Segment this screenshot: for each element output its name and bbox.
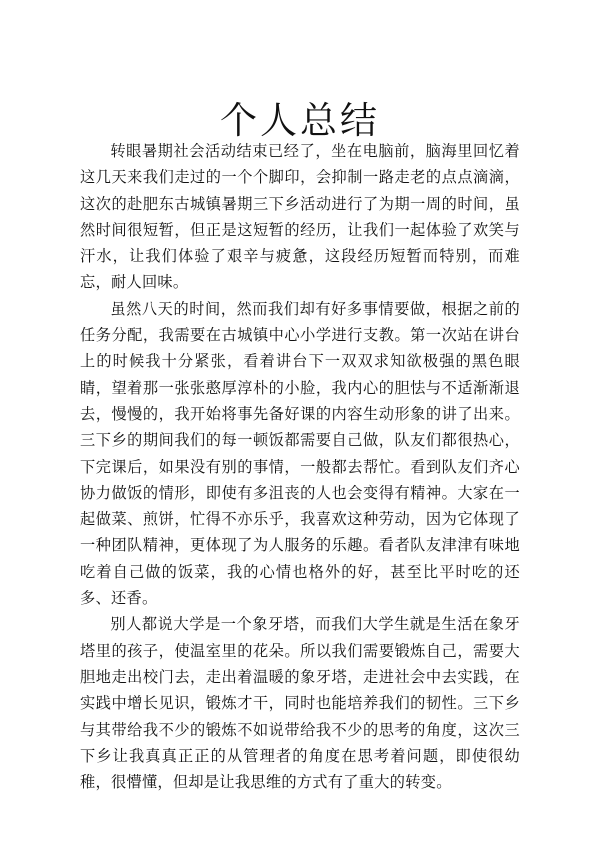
document-title: 个人总结 xyxy=(220,98,380,142)
document-body xyxy=(80,138,520,795)
paragraph: 别人都说大学是一个象牙塔，而我们大学生就是生活在象牙塔里的孩子，使温室里的花朵。所以我们需要锻炼自己，需要大胆地走出校门去，走出着温暖的象牙塔，走进社会中去实践，在实践中增长见识，锻炼才干，同时也能培养我们的韧性。三下乡与其带给我不少的锻炼不如说带给我不少的思考的角度，这次三下乡让我真真正正的从管理者的角度在思考着问题，即使很幼稚，很懵懂，但却是让我思维的方式有了重大的转变。 xyxy=(80,615,520,792)
paragraph: 虽然八天的时间，然而我们却有好多事情要做，根据之前的任务分配，我需要在古城镇中心小学进行支教。第一次站在讲台上的时候我十分紧张，看着讲台下一双双求知欲极强的黑色眼睛，望着那一张张憨厚淳朴的小脸，我内心的胆怯与不适渐渐退去，慢慢的，我开始将事先备好课的内容生动形象的讲了出来。三下乡的期间我们的每一顿饭都需要自己做，队友们都很热心，下完课后，如果没有别的事情，一般都去帮忙。看到队友们齐心协力做饭的情形，即使有多沮丧的人也会变得有精神。大家在一起做菜、煎饼，忙得不亦乐乎，我喜欢这种劳动，因为它体现了一种团队精神，更体现了为人服务的乐趣。看者队友津津有味地吃着自己做的饭菜，我的心情也格外的好，甚至比平时吃的还多、还香。 xyxy=(80,299,520,608)
paragraph: 转眼暑期社会活动结束已经了，坐在电脑前，脑海里回忆着这几天来我们走过的一个个脚印，会抑制一路走老的点点滴滴，这次的赴肥东古城镇暑期三下乡活动进行了为期一周的时间，虽然时间很短暂，但正是这短暂的经历，让我们一起体验了欢笑与汗水，让我们体验了艰辛与疲惫，这段经历短暂而特别，而难忘，耐人回味。 xyxy=(80,142,520,292)
